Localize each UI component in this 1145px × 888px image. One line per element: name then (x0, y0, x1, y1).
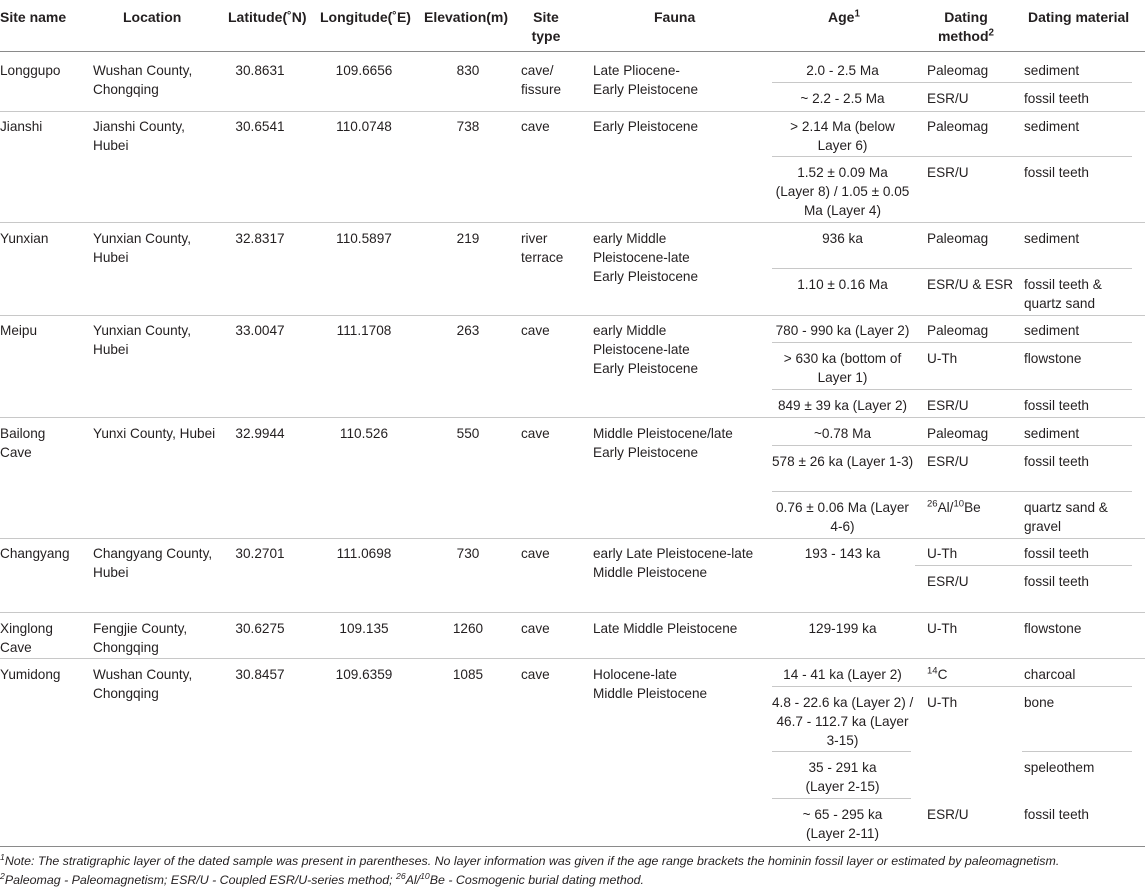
age-cell (772, 693, 913, 750)
dating-material-cell (1024, 275, 1102, 313)
dating-method-cell: $^{14}$C (927, 665, 948, 682)
dating-method-cell (927, 619, 957, 638)
longitude-cell-line: 110.5897 (336, 231, 392, 246)
row-divider (772, 686, 1132, 687)
age-cell-line: Ma (Layer 4) (803, 203, 882, 218)
latitude-cell (216, 665, 304, 684)
site-name-cell-line: Xinglong (0, 621, 53, 636)
age-cell-line: 2.0 - 2.5 Ma (806, 63, 879, 78)
age-cell (772, 117, 913, 155)
row-divider (0, 846, 1145, 847)
age-cell (772, 424, 913, 443)
dating-method-cell (927, 163, 969, 182)
fauna-cell-line: Early Pleistocene (593, 119, 699, 134)
age-cell (772, 229, 913, 248)
row-divider (0, 222, 1145, 223)
latitude-cell (216, 229, 304, 248)
fauna-cell-line: Early Pleistocene (593, 269, 699, 284)
dating-method-cell (927, 117, 988, 136)
dating-method-cell-line: Paleomag (927, 63, 989, 78)
age-cell (772, 805, 913, 843)
header-longitude: Longitude(˚E) (320, 9, 411, 25)
location-cell-line: Chongqing (93, 82, 159, 97)
dating-method-cell-line: Paleomag (927, 119, 989, 134)
longitude-cell-line: 110.526 (339, 426, 389, 441)
dating-material-cell (1024, 693, 1054, 712)
age-cell-line: 35 - 291 ka (808, 760, 877, 775)
site-name-cell (0, 229, 48, 248)
location-cell (93, 544, 212, 582)
fauna-cell-line: Holocene-late (593, 667, 677, 682)
dating-material-cell-line: quartz sand & (1024, 500, 1108, 515)
row-divider (0, 658, 1145, 659)
dating-material-cell-line: gravel (1024, 519, 1062, 534)
header-fauna: Fauna (654, 9, 696, 25)
location-cell-line: Chongqing (93, 686, 159, 701)
age-cell-line: 1.52 ± 0.09 Ma (797, 165, 888, 180)
fauna-cell-line: Pleistocene-late (593, 250, 690, 265)
row-divider (772, 445, 1132, 446)
dating-material-cell-line: fossil teeth (1024, 91, 1089, 106)
longitude-cell (312, 229, 416, 248)
dating-method-cell-line: Paleomag (927, 231, 989, 246)
dating-material-cell-line: sediment (1024, 323, 1080, 338)
longitude-cell (312, 61, 416, 80)
fauna-cell (593, 229, 698, 286)
age-cell-line: 193 - 143 ka (804, 546, 881, 561)
latitude-cell (216, 61, 304, 80)
age-cell-line: (Layer 2-15) (805, 779, 880, 794)
age-cell-line: > 630 ka (bottom of (783, 351, 902, 366)
dating-method-cell-line: ESR/U & ESR (927, 277, 1014, 292)
header-dating-method: Dating method$^2$ (937, 9, 994, 44)
dating-material-cell (1024, 61, 1079, 80)
site-name-cell-line: Yumidong (0, 667, 61, 682)
elevation-cell-line: 730 (456, 546, 480, 561)
age-cell (772, 321, 913, 340)
dating-method-cell-line: Paleomag (927, 426, 989, 441)
location-cell-line: Changyang County, (93, 546, 213, 561)
location-cell-line: Fengjie County, (93, 621, 188, 636)
site-type-cell-line: cave/ (521, 63, 554, 78)
dating-material-cell-line: sediment (1024, 119, 1080, 134)
dating-method-cell (927, 61, 988, 80)
elevation-cell (424, 424, 512, 443)
elevation-cell-line: 738 (456, 119, 480, 134)
age-cell (772, 758, 913, 796)
age-cell (772, 163, 913, 220)
dating-method-cell (927, 275, 1013, 294)
elevation-cell-line: 219 (456, 231, 480, 246)
dating-material-cell (1024, 117, 1079, 136)
age-cell (772, 275, 913, 294)
dating-material-cell (1024, 163, 1089, 182)
dating-method-cell-line: ESR/U (927, 91, 969, 106)
site-type-cell (521, 619, 550, 638)
elevation-cell-line: 550 (456, 426, 480, 441)
location-cell (93, 229, 191, 267)
dating-method-cell (927, 349, 957, 368)
row-divider (772, 268, 1132, 269)
fauna-cell-line: early Middle (593, 323, 667, 338)
row-divider (0, 417, 1145, 418)
dating-material-cell (1024, 544, 1089, 563)
dating-material-cell-line: flowstone (1024, 621, 1082, 636)
age-cell (772, 619, 913, 638)
elevation-cell (424, 117, 512, 136)
age-cell (772, 396, 913, 415)
site-name-cell-line: Changyang (0, 546, 70, 561)
row-divider (0, 51, 1145, 52)
elevation-cell (424, 619, 512, 638)
header-site-name: Site name (0, 9, 67, 25)
site-type-cell (521, 229, 563, 267)
latitude-cell-line: 30.8457 (235, 667, 285, 682)
dating-method-cell-line: U-Th (927, 546, 958, 561)
site-name-cell (0, 665, 60, 684)
longitude-cell-line: 111.0698 (336, 546, 392, 561)
location-cell (93, 665, 192, 703)
age-cell-line: Layer 6) (817, 138, 868, 153)
site-name-cell-line: Meipu (0, 323, 38, 338)
location-cell-line: Wushan County, (93, 63, 193, 78)
elevation-cell-line: 1085 (452, 667, 484, 682)
latitude-cell (216, 117, 304, 136)
age-cell-line: 129-199 ka (808, 621, 877, 636)
site-name-cell (0, 117, 42, 136)
age-cell-line: (Layer 2-11) (805, 826, 880, 841)
location-cell (93, 61, 192, 99)
elevation-cell (424, 61, 512, 80)
location-cell (93, 117, 185, 155)
dating-method-cell (927, 424, 988, 443)
longitude-cell-line: 110.0748 (336, 119, 392, 134)
dating-method-cell (927, 572, 969, 591)
dating-material-cell-line: fossil teeth & (1024, 277, 1102, 292)
fauna-cell-line: Early Pleistocene (593, 82, 699, 97)
longitude-cell (312, 321, 416, 340)
dating-method-cell-line: ESR/U (927, 574, 969, 589)
header-elevation: Elevation(m) (424, 9, 509, 25)
location-cell-line: Yunxian County, (93, 323, 191, 338)
dating-material-cell (1024, 805, 1089, 824)
latitude-cell-line: 30.2701 (235, 546, 285, 561)
fauna-cell (593, 544, 753, 582)
site-name-cell (0, 424, 45, 462)
site-name-cell-line: Jianshi (0, 119, 43, 134)
age-cell-line: 1.10 ± 0.16 Ma (797, 277, 888, 292)
site-type-cell-line: cave (521, 426, 550, 441)
site-type-cell-line: cave (521, 119, 550, 134)
age-cell-line: Layer 1) (817, 370, 868, 385)
site-type-cell (521, 544, 550, 563)
fauna-cell-line: Middle Pleistocene/late (593, 426, 733, 441)
elevation-cell (424, 321, 512, 340)
dating-material-cell-line: flowstone (1024, 351, 1082, 366)
age-cell-line: 849 ± 39 ka (Layer 2) (777, 398, 908, 413)
dating-material-cell (1024, 665, 1075, 684)
age-cell (772, 61, 913, 80)
dating-material-cell (1024, 619, 1081, 638)
elevation-cell-line: 830 (456, 63, 480, 78)
longitude-cell (312, 424, 416, 443)
fauna-cell-line: Pleistocene-late (593, 342, 690, 357)
age-cell-line: (Layer 8) / 1.05 ± 0.05 (775, 184, 910, 199)
site-type-cell-line: cave (521, 546, 550, 561)
dating-material-cell-line: fossil teeth (1024, 165, 1089, 180)
elevation-cell (424, 229, 512, 248)
footnote-1: $^1$Note: The stratigraphic layer of the dated sample was present in parentheses. No layer information was given if the age range brackets the hominin fossil layer or estimated by paleomagnetism. (0, 851, 1060, 868)
age-cell-line: 3-15) (826, 733, 859, 748)
row-divider (772, 389, 1132, 390)
age-cell-line: 14 - 41 ka (Layer 2) (783, 667, 902, 682)
longitude-cell (312, 117, 416, 136)
age-cell-line: 936 ka (822, 231, 863, 246)
row-divider (1022, 751, 1132, 752)
dating-method-cell (927, 229, 988, 248)
site-type-cell (521, 321, 550, 340)
dating-material-cell-line: fossil teeth (1024, 807, 1089, 822)
age-cell-line: 578 ± 26 ka (Layer 1-3) (772, 454, 914, 469)
latitude-cell-line: 30.8631 (235, 63, 285, 78)
age-cell-line: 0.76 ± 0.06 Ma (Layer (776, 500, 909, 515)
site-type-cell-line: fissure (521, 82, 562, 97)
row-divider (772, 491, 1132, 492)
age-cell-line: ~0.78 Ma (813, 426, 872, 441)
dating-material-cell-line: fossil teeth (1024, 574, 1089, 589)
row-divider (0, 111, 1145, 112)
fauna-cell (593, 61, 698, 99)
dating-method-cell-line: ESR/U (927, 398, 969, 413)
dating-method-cell: $^{26}$Al/$^{10}$Be (927, 498, 981, 515)
location-cell-line: Jianshi County, (93, 119, 185, 134)
dating-method-cell-line: Paleomag (927, 323, 989, 338)
fauna-cell (593, 321, 698, 378)
dating-method-cell (927, 452, 969, 471)
site-name-cell-line: Cave (0, 640, 32, 655)
age-cell-line: 4-6) (830, 519, 855, 534)
header-latitude: Latitude(˚N) (228, 9, 307, 25)
fauna-cell-line: early Middle (593, 231, 667, 246)
fauna-cell-line: Early Pleistocene (593, 361, 699, 376)
longitude-cell-line: 111.1708 (336, 323, 392, 338)
dating-material-cell (1024, 452, 1089, 471)
longitude-cell-line: 109.135 (339, 621, 389, 636)
dating-material-cell-line: fossil teeth (1024, 546, 1089, 561)
row-divider (772, 156, 1132, 157)
dating-material-cell (1024, 424, 1079, 443)
age-cell (772, 452, 913, 471)
site-name-cell-line: Yunxian (0, 231, 49, 246)
dating-material-cell-line: sediment (1024, 231, 1080, 246)
fauna-cell-line: early Late Pleistocene-late (593, 546, 754, 561)
site-name-cell (0, 619, 53, 657)
longitude-cell-line: 109.6656 (335, 63, 393, 78)
site-type-cell (521, 424, 550, 443)
latitude-cell (216, 321, 304, 340)
dating-method-cell-line: ESR/U (927, 454, 969, 469)
dating-method-cell (927, 396, 969, 415)
site-name-cell-line: Bailong (0, 426, 46, 441)
dating-method-cell (927, 89, 969, 108)
dating-method-cell (927, 544, 957, 563)
latitude-cell (216, 424, 304, 443)
dating-material-cell (1024, 498, 1108, 536)
dating-material-cell-line: speleothem (1024, 760, 1095, 775)
row-divider (0, 612, 1145, 613)
longitude-cell-line: 109.6359 (335, 667, 393, 682)
site-name-cell-line: Cave (0, 445, 32, 460)
row-divider (772, 798, 911, 799)
fauna-cell-line: Late Middle Pleistocene (593, 621, 738, 636)
fauna-cell-line: Middle Pleistocene (593, 686, 708, 701)
site-type-cell-line: terrace (521, 250, 564, 265)
row-divider (772, 751, 911, 752)
fauna-cell (593, 619, 737, 638)
header-dating-material: Dating material (1028, 9, 1130, 25)
site-type-cell (521, 61, 561, 99)
location-cell-line: Yunxian County, (93, 231, 191, 246)
dating-material-cell-line: bone (1024, 695, 1055, 710)
dating-method-cell-line: U-Th (927, 621, 958, 636)
row-divider (772, 342, 1132, 343)
site-type-cell-line: cave (521, 323, 550, 338)
fauna-cell (593, 424, 733, 462)
site-type-cell (521, 117, 550, 136)
location-cell-line: Hubei (93, 342, 129, 357)
location-cell-line: Hubei (93, 250, 129, 265)
dating-material-cell (1024, 229, 1079, 248)
fauna-cell-line: Early Pleistocene (593, 445, 699, 460)
header-age: Age$^1$ (828, 8, 860, 25)
header-location: Location (123, 9, 182, 25)
longitude-cell (312, 619, 416, 638)
fauna-cell-line: Middle Pleistocene (593, 565, 708, 580)
location-cell (93, 424, 215, 443)
age-cell-line: 46.7 - 112.7 ka (Layer (776, 714, 909, 729)
row-divider (772, 82, 1132, 83)
site-name-cell (0, 61, 60, 80)
dating-method-cell (927, 693, 957, 712)
age-cell (772, 498, 913, 536)
elevation-cell-line: 1260 (452, 621, 484, 636)
site-name-cell (0, 321, 37, 340)
fauna-cell (593, 665, 707, 703)
location-cell-line: Wushan County, (93, 667, 193, 682)
fauna-cell-line: Late Pliocene- (593, 63, 680, 78)
dating-material-cell (1024, 89, 1089, 108)
age-cell (772, 544, 913, 563)
location-cell (93, 321, 191, 359)
age-cell-line: ~ 2.2 - 2.5 Ma (800, 91, 885, 106)
age-cell-line: 4.8 - 22.6 ka (Layer 2) / (772, 695, 914, 710)
latitude-cell-line: 30.6541 (235, 119, 285, 134)
latitude-cell (216, 544, 304, 563)
latitude-cell-line: 32.9944 (235, 426, 285, 441)
dating-method-cell-line: U-Th (927, 695, 958, 710)
elevation-cell (424, 544, 512, 563)
longitude-cell (312, 665, 416, 684)
age-cell (772, 665, 913, 684)
dating-material-cell-line: sediment (1024, 63, 1080, 78)
dating-material-cell (1024, 396, 1089, 415)
dating-method-cell-line: U-Th (927, 351, 958, 366)
dating-material-cell-line: sediment (1024, 426, 1080, 441)
latitude-cell-line: 32.8317 (235, 231, 285, 246)
location-cell-line: Chongqing (93, 640, 159, 655)
site-type-cell-line: cave (521, 621, 550, 636)
row-divider (0, 315, 1145, 316)
dating-material-cell-line: fossil teeth (1024, 398, 1089, 413)
site-type-cell (521, 665, 550, 684)
location-cell-line: Hubei (93, 138, 129, 153)
age-cell-line: 780 - 990 ka (Layer 2) (775, 323, 910, 338)
dating-method-cell (927, 805, 969, 824)
dating-material-cell-line: quartz sand (1024, 296, 1096, 311)
dating-material-cell (1024, 321, 1079, 340)
dating-material-cell (1024, 349, 1081, 368)
age-cell-line: > 2.14 Ma (below (790, 119, 895, 134)
location-cell-line: Yunxi County, Hubei (93, 426, 216, 441)
location-cell-line: Hubei (93, 565, 129, 580)
dating-material-cell (1024, 758, 1094, 777)
row-divider (915, 565, 1132, 566)
latitude-cell-line: 30.6275 (235, 621, 285, 636)
site-name-cell-line: Longgupo (0, 63, 61, 78)
site-type-cell-line: river (521, 231, 548, 246)
age-cell-line: ~ 65 - 295 ka (802, 807, 883, 822)
elevation-cell (424, 665, 512, 684)
dating-method-cell-line: ESR/U (927, 807, 969, 822)
row-divider (0, 538, 1145, 539)
latitude-cell-line: 33.0047 (235, 323, 285, 338)
fauna-cell (593, 117, 698, 136)
header-site-type: Site type (531, 9, 561, 44)
age-cell (772, 89, 913, 108)
dating-method-cell-line: ESR/U (927, 165, 969, 180)
age-cell (772, 349, 913, 387)
footnote-2: $^2$Paleomag - Paleomagnetism; ESR/U - Coupled ESR/U-series method; $^{26}$Al/$^{10}$Be - Cosmogenic burial dating method. (0, 870, 644, 887)
dating-method-cell (927, 321, 988, 340)
elevation-cell-line: 263 (456, 323, 480, 338)
longitude-cell (312, 544, 416, 563)
location-cell (93, 619, 187, 657)
site-type-cell-line: cave (521, 667, 550, 682)
dating-material-cell-line: fossil teeth (1024, 454, 1089, 469)
latitude-cell (216, 619, 304, 638)
site-name-cell (0, 544, 70, 563)
dating-material-cell (1024, 572, 1089, 591)
dating-material-cell-line: charcoal (1024, 667, 1076, 682)
